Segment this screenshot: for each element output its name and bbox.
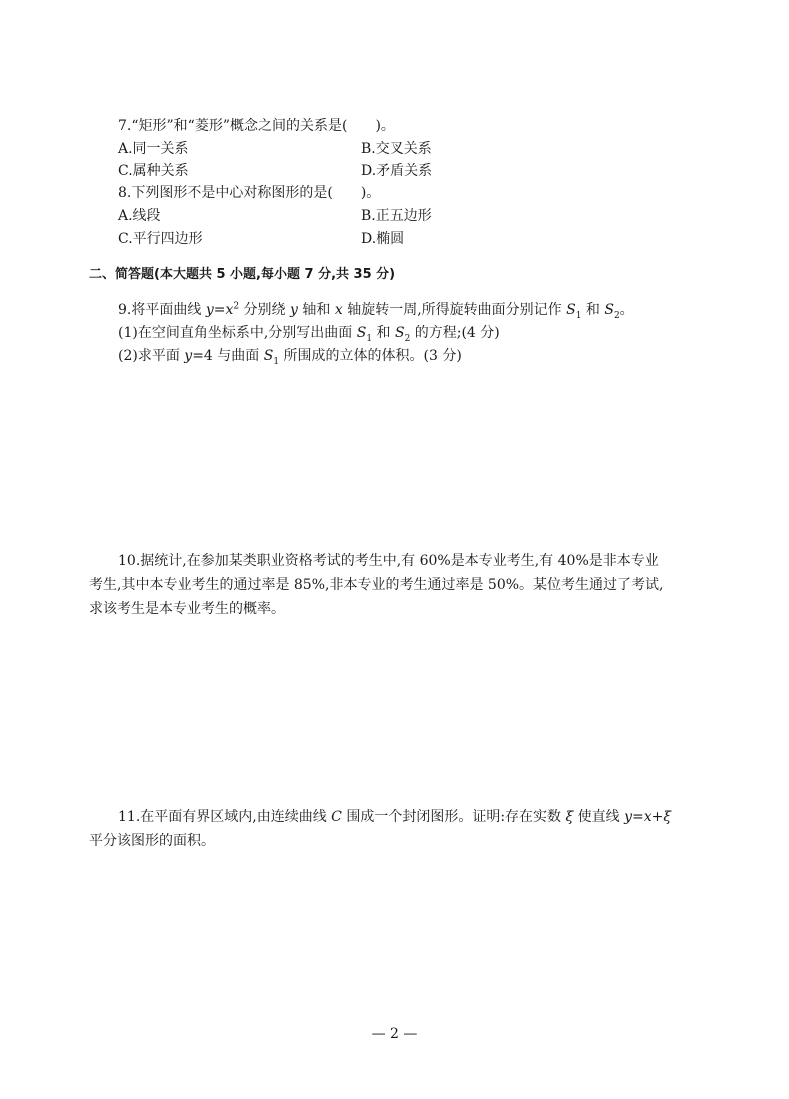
- q9-subscript: 1: [366, 333, 373, 344]
- q9-var-y: y: [205, 302, 214, 318]
- q9-text: 轴旋转一周,所得旋转曲面分别记作: [342, 302, 567, 318]
- q9-y-axis: y: [290, 302, 298, 318]
- q9-part-2-text: 所围成的立体的体积。(3 分): [279, 348, 462, 364]
- q9-part-1-text: 的方程;(4 分): [410, 325, 500, 341]
- q11-text: 围成一个封闭图形。证明:存在实数: [341, 809, 566, 825]
- q10-line-1: 10.据统计,在参加某类职业资格考试的考生中,有 60%是本专业考生,有 40%是非本专业: [118, 553, 659, 569]
- q9-subscript: 2: [613, 310, 620, 321]
- q9-surface-s: S: [566, 302, 576, 318]
- q7-option-b: B.交叉关系: [361, 141, 432, 157]
- q9-text: 轴和: [297, 302, 335, 318]
- q9-part-1: [118, 324, 500, 342]
- q8-option-b: B.正五边形: [361, 208, 432, 224]
- q9-surface-s: S: [356, 325, 367, 341]
- page-number: — 2 —: [371, 1026, 418, 1042]
- q9-part-1-text: 和: [372, 325, 395, 341]
- q9-equals: =: [213, 302, 226, 318]
- q9-text: 。: [619, 302, 634, 318]
- q9-x-axis: x: [334, 302, 343, 318]
- q11-line-1: [118, 808, 671, 826]
- q7-stem: 7.“矩形”和“菱形”概念之间的关系是( )。: [118, 118, 395, 134]
- q9-part-2-text: (2)求平面: [118, 348, 185, 364]
- q9-subscript: 1: [575, 310, 582, 321]
- q11-text: 11.在平面有界区域内,由连续曲线: [118, 809, 332, 825]
- q9-part-2: [118, 347, 462, 365]
- q10-line-2: 考生,其中本专业考生的通过率是 85%,非本专业的考生通过率是 50%。某位考生通过了考试,: [89, 577, 664, 593]
- q9-surface-s: S: [604, 302, 614, 318]
- q9-surface-s: S: [394, 325, 405, 341]
- q8-stem: 8.下列图形不是中心对称图形的是( )。: [118, 185, 381, 201]
- q9-part-2-text: =4 与曲面: [192, 348, 264, 364]
- q9-subscript: 2: [404, 333, 411, 344]
- q11-curve-c: C: [331, 809, 342, 825]
- q11-xi: ξ: [565, 809, 574, 825]
- q11-line-2: 平分该图形的面积。: [89, 833, 215, 849]
- q9-text: 分别绕: [239, 302, 291, 318]
- q9-var-y: y: [184, 348, 193, 364]
- q8-option-d: D.椭圆: [361, 231, 405, 247]
- q11-line-equation: y=x+ξ: [624, 809, 672, 825]
- q7-option-d: D.矛盾关系: [361, 163, 433, 179]
- q9-exponent: 2: [233, 301, 240, 312]
- q9-var-x: x: [225, 302, 234, 318]
- q9-surface-s: S: [263, 348, 274, 364]
- q9-subscript: 1: [273, 356, 280, 367]
- q9-stem: [118, 301, 634, 319]
- q8-option-a: A.线段: [118, 208, 161, 224]
- q7-option-a: A.同一关系: [118, 141, 189, 157]
- q9-part-1-text: (1)在空间直角坐标系中,分别写出曲面: [118, 325, 357, 341]
- q9-text: 9.将平面曲线: [118, 302, 206, 318]
- q10-line-3: 求该考生是本专业考生的概率。: [89, 601, 285, 617]
- q7-option-c: C.属种关系: [118, 163, 189, 179]
- q9-text: 和: [581, 302, 605, 318]
- q8-option-c: C.平行四边形: [118, 231, 203, 247]
- section-heading: 二、简答题(本大题共 5 小题,每小题 7 分,共 35 分): [89, 267, 396, 282]
- q11-text: 使直线: [573, 809, 625, 825]
